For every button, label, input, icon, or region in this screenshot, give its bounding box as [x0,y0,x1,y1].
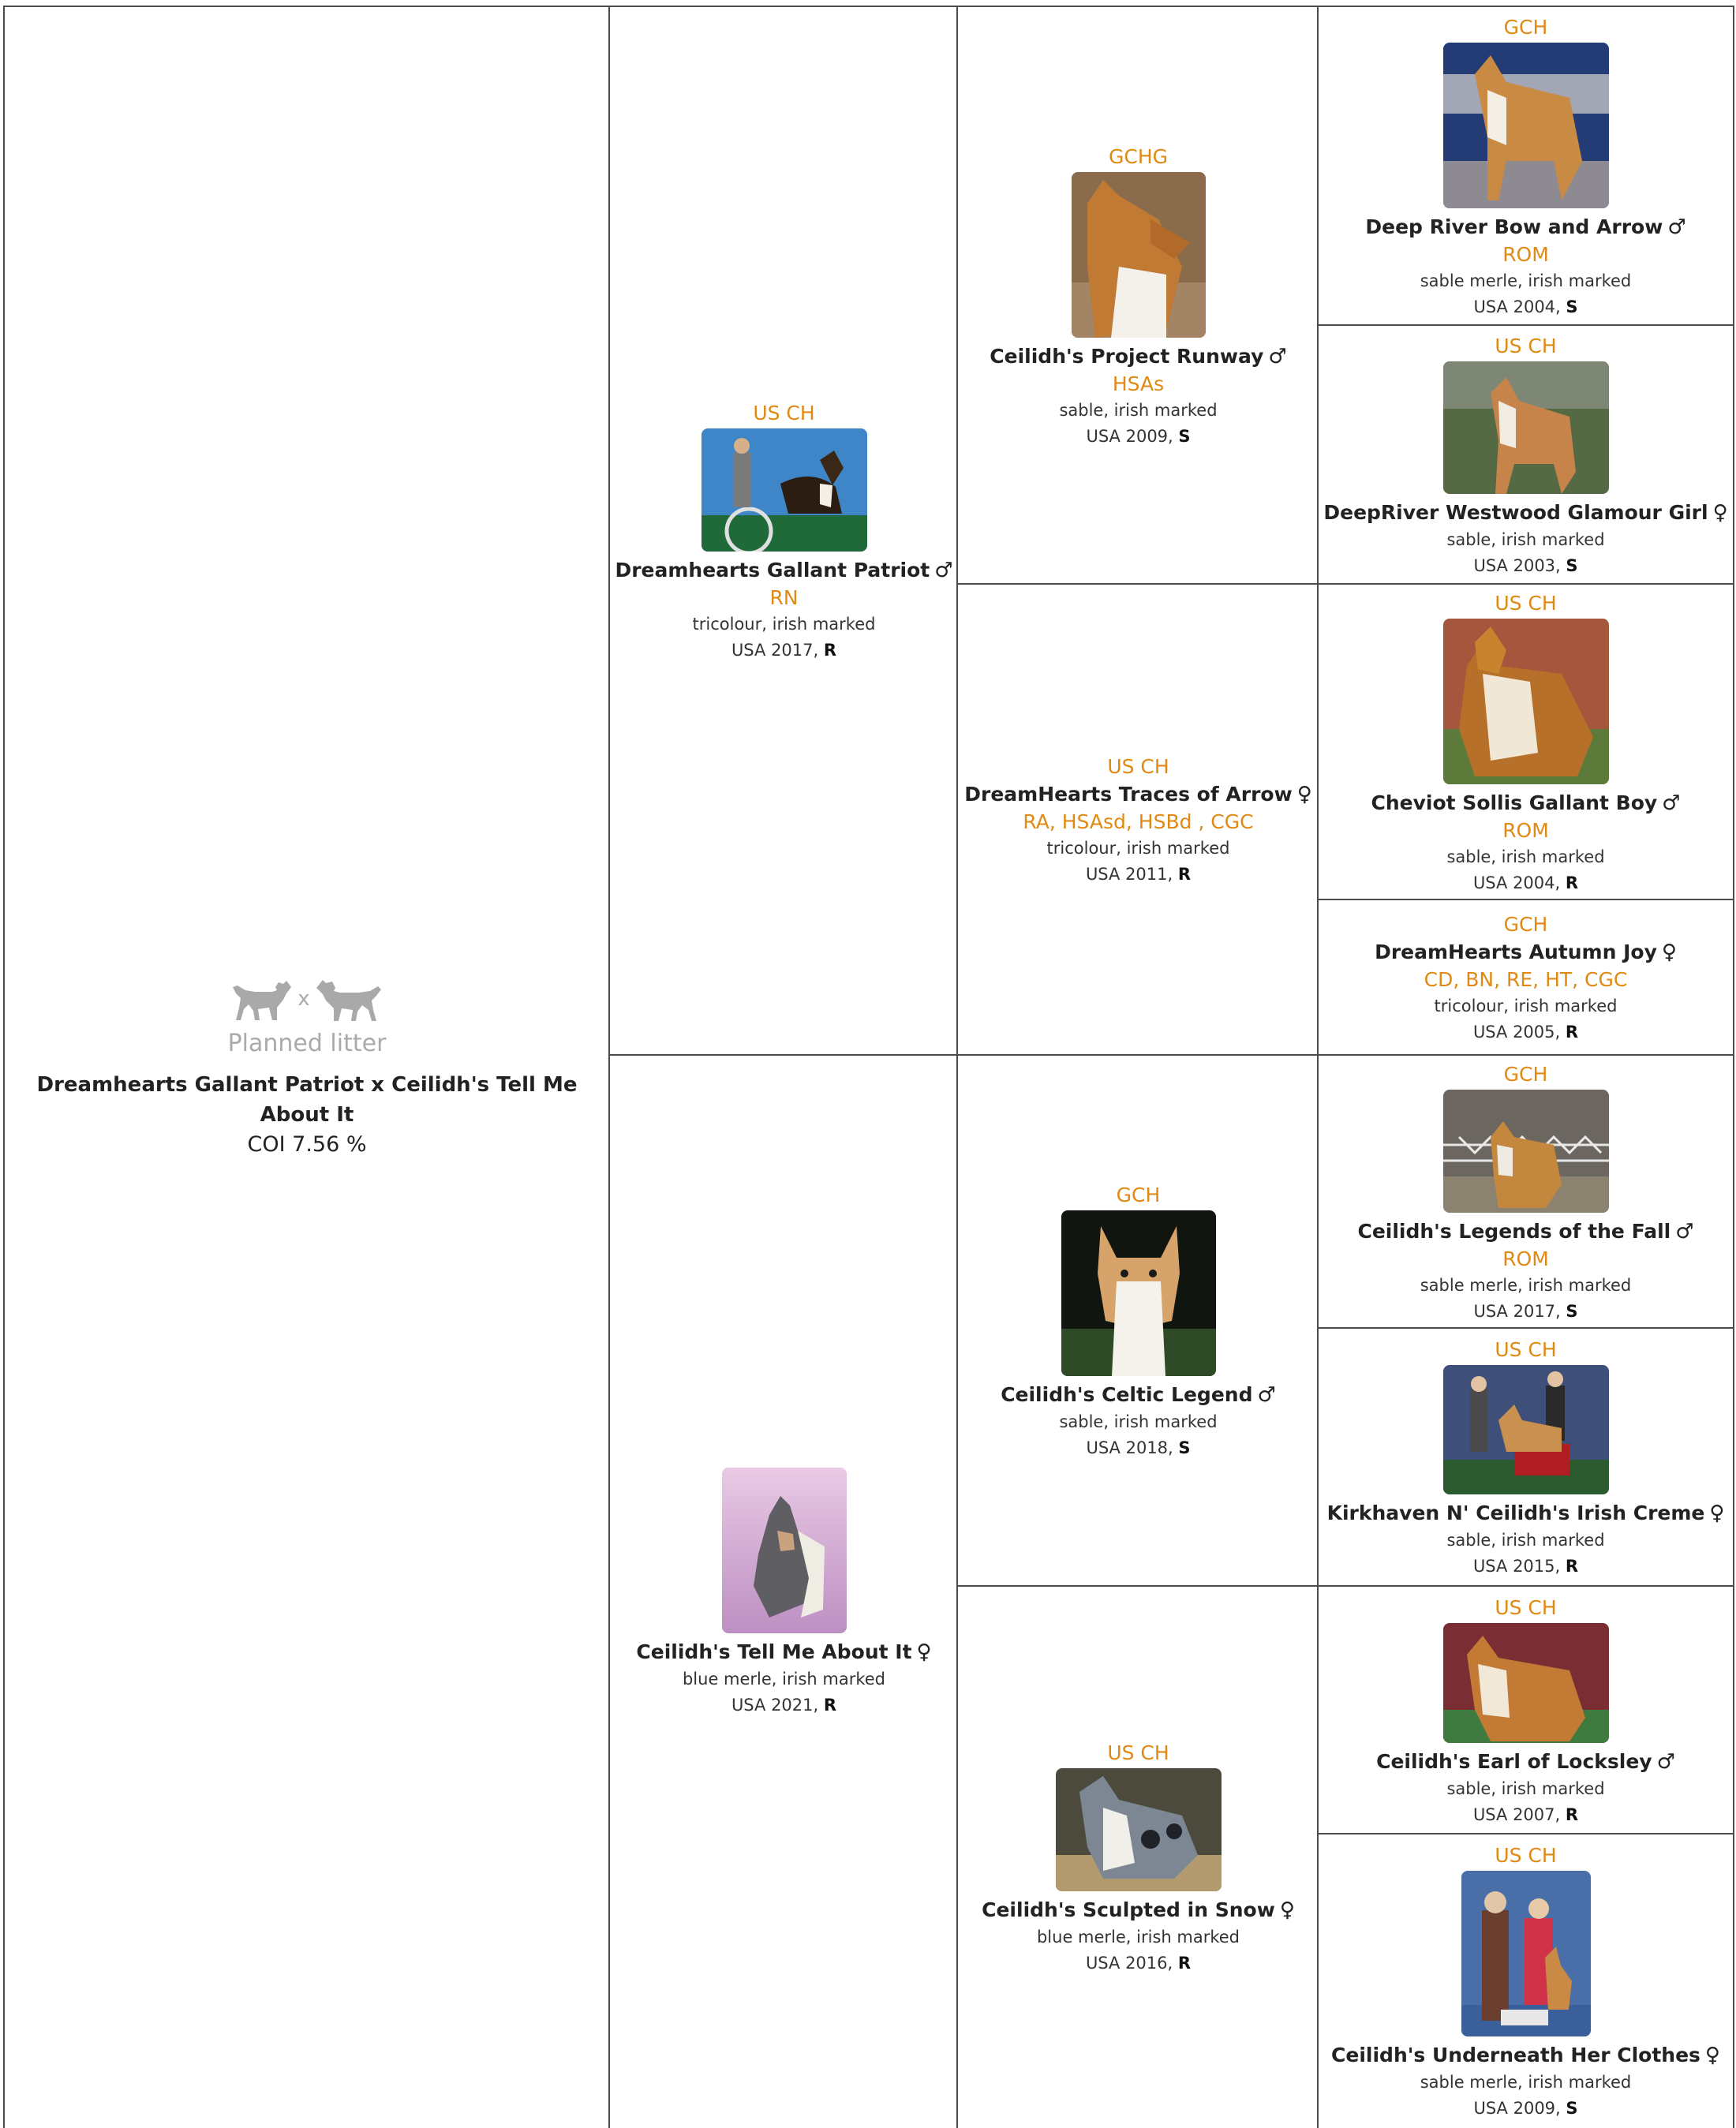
pedigree-cell-ddd [1317,1833,1734,2128]
gene-badge: S [1178,1438,1191,1457]
gene-badge: S [1566,2098,1578,2118]
dog-color: blue merle, irish marked [682,1670,886,1689]
litter-x-label: x [297,987,310,1011]
pedigree-cell-sd [956,583,1319,1056]
gene-badge: S [1178,426,1191,446]
dog-origin: USA 2004, R [1472,873,1579,892]
female-icon: ♀ [1712,500,1728,525]
pedigree-cell-dd [956,1585,1319,2128]
dog-title: GCH [1503,1062,1548,1086]
dog-color: sable merle, irish marked [1420,2072,1632,2092]
female-icon: ♀ [916,1640,932,1664]
pedigree-cell-dss [1317,1054,1734,1329]
gene-badge: R [823,1696,837,1715]
dog-credits: ROM [1502,242,1549,266]
gene-badge: R [1565,1804,1579,1824]
dog-photo[interactable] [1443,1365,1609,1494]
dog-origin: USA 2005, R [1472,1023,1579,1042]
dog-photo[interactable] [1443,361,1609,494]
pedigree-cell-sire [608,6,958,1056]
dog-name[interactable]: Kirkhaven N' Ceilidh's Irish Creme ♀ [1326,1502,1725,1525]
dog-color: sable, irish marked [1446,1778,1605,1798]
dog-title: US CH [1495,591,1557,615]
dog-origin: USA 2016, R [1085,1953,1192,1973]
gene-badge: S [1566,297,1578,316]
male-icon: ♂ [1268,344,1287,368]
dog-title: GCH [1503,15,1548,39]
dog-photo[interactable] [1056,1768,1222,1891]
dog-title: US CH [1495,1595,1557,1619]
pedigree-cell-dds [1317,1585,1734,1834]
dog-name[interactable]: Cheviot Sollis Gallant Boy ♂ [1371,791,1681,815]
dog-color: sable, irish marked [1446,1531,1605,1550]
dog-name[interactable]: Ceilidh's Celtic Legend ♂ [1001,1383,1276,1407]
dog-photo[interactable] [1061,1210,1216,1376]
dog-color: sable, irish marked [1446,847,1605,866]
gene-badge: R [1565,1023,1579,1042]
dog-photo[interactable] [1443,1623,1609,1743]
dog-origin: USA 2017, S [1473,1301,1578,1321]
dog-color: tricolour, irish marked [692,615,876,634]
male-icon: ♂ [934,559,953,582]
gene-badge: R [1177,865,1192,884]
dog-credits: ROM [1502,1247,1549,1270]
dog-origin: USA 2021, R [731,1696,837,1715]
gene-badge: R [1565,1557,1579,1576]
dog-origin: USA 2017, R [731,641,837,660]
dog-color: blue merle, irish marked [1036,1927,1240,1947]
dog-name[interactable]: Deep River Bow and Arrow ♂ [1365,215,1686,239]
gene-badge: R [1177,1953,1192,1973]
dog-origin: USA 2003, S [1473,555,1578,575]
dog-photo[interactable] [1072,172,1206,338]
dog-name[interactable]: Ceilidh's Tell Me About It ♀ [636,1640,932,1664]
dog-title: US CH [753,402,815,424]
pedigree-cell-ssd [1317,324,1734,585]
dog-name[interactable]: Ceilidh's Sculpted in Snow ♀ [982,1898,1295,1922]
pedigree-cell-ss [956,6,1319,585]
coi-value: COI 7.56 % [247,1132,367,1157]
male-icon: ♂ [1662,791,1681,815]
collie-silhouette-icon [315,975,383,1023]
dog-color: sable, irish marked [1059,1412,1218,1431]
collie-silhouette-icon [231,976,293,1022]
dog-title: GCH [1116,1184,1161,1206]
pedigree-cell-ds [956,1054,1319,1587]
dog-name[interactable]: Ceilidh's Earl of Locksley ♂ [1376,1749,1675,1774]
dog-color: sable, irish marked [1446,529,1605,549]
dog-name[interactable]: DeepRiver Westwood Glamour Girl ♀ [1323,500,1728,525]
dog-name[interactable]: Ceilidh's Legends of the Fall ♂ [1357,1219,1694,1244]
dog-photo[interactable] [702,428,867,552]
dog-origin: USA 2004, S [1473,297,1578,316]
dog-origin: USA 2018, S [1086,1438,1191,1457]
dog-name[interactable]: DreamHearts Traces of Arrow ♀ [964,783,1312,806]
dog-color: sable merle, irish marked [1420,1275,1632,1295]
dog-photo[interactable] [1443,43,1609,208]
female-icon: ♀ [1661,941,1677,964]
planned-litter-label: Planned litter [227,1030,387,1057]
pedigree-cell-dam [608,1054,958,2128]
dog-credits: ROM [1502,818,1549,842]
dog-title: GCHG [1109,144,1168,168]
gene-badge: S [1566,555,1578,575]
pedigree-cell-sss [1317,6,1734,326]
dog-color: tricolour, irish marked [1046,839,1230,858]
dog-credits: RA, HSAsd, HSBd , CGC [1023,810,1254,833]
dog-photo[interactable] [1443,1090,1609,1213]
dog-name[interactable]: DreamHearts Autumn Joy ♀ [1375,941,1677,964]
dog-title: US CH [1495,1338,1557,1361]
dog-origin: USA 2009, S [1473,2098,1578,2118]
female-icon: ♀ [1704,2043,1720,2067]
dog-credits: CD, BN, RE, HT, CGC [1424,968,1628,991]
dog-photo[interactable] [722,1468,847,1633]
gene-badge: R [823,641,837,660]
pedigree-cell-sds [1317,583,1734,900]
dog-origin: USA 2015, R [1472,1557,1579,1576]
dog-title: US CH [1495,1843,1557,1867]
male-icon: ♂ [1675,1219,1694,1244]
dog-origin: USA 2011, R [1085,865,1192,884]
pedigree-cell-sdd [1317,899,1734,1056]
dog-title: GCH [1503,913,1548,936]
dog-credits: HSAs [1112,372,1165,395]
dog-color: sable merle, irish marked [1420,271,1632,290]
male-icon: ♂ [1656,1749,1675,1774]
litter-icon [231,975,382,1023]
dog-photo[interactable] [1443,619,1609,784]
dog-title: US CH [1107,1741,1169,1764]
dog-origin: USA 2007, R [1472,1804,1579,1824]
dog-name[interactable]: Ceilidh's Project Runway ♂ [990,344,1287,368]
gene-badge: S [1566,1301,1578,1321]
dog-name[interactable]: Ceilidh's Underneath Her Clothes ♀ [1331,2043,1720,2067]
dog-origin: USA 2009, S [1086,426,1191,446]
dog-credits: RN [769,586,799,609]
dog-photo[interactable] [1461,1871,1591,2036]
female-icon: ♀ [1279,1898,1295,1922]
dog-title: US CH [1107,755,1169,778]
dog-color: sable, irish marked [1059,400,1218,420]
dog-title: US CH [1495,334,1557,357]
litter-cell [3,6,609,2128]
female-icon: ♀ [1709,1502,1725,1525]
dog-name[interactable]: Dreamhearts Gallant Patriot ♂ [615,559,953,582]
female-icon: ♀ [1296,783,1312,806]
male-icon: ♂ [1257,1383,1276,1407]
litter-name[interactable]: Dreamhearts Gallant Patriot x Ceilidh's Tell Me About It [36,1073,578,1127]
pedigree-cell-dsd [1317,1327,1734,1587]
male-icon: ♂ [1667,215,1686,239]
gene-badge: R [1565,873,1579,892]
dog-color: tricolour, irish marked [1434,997,1618,1015]
